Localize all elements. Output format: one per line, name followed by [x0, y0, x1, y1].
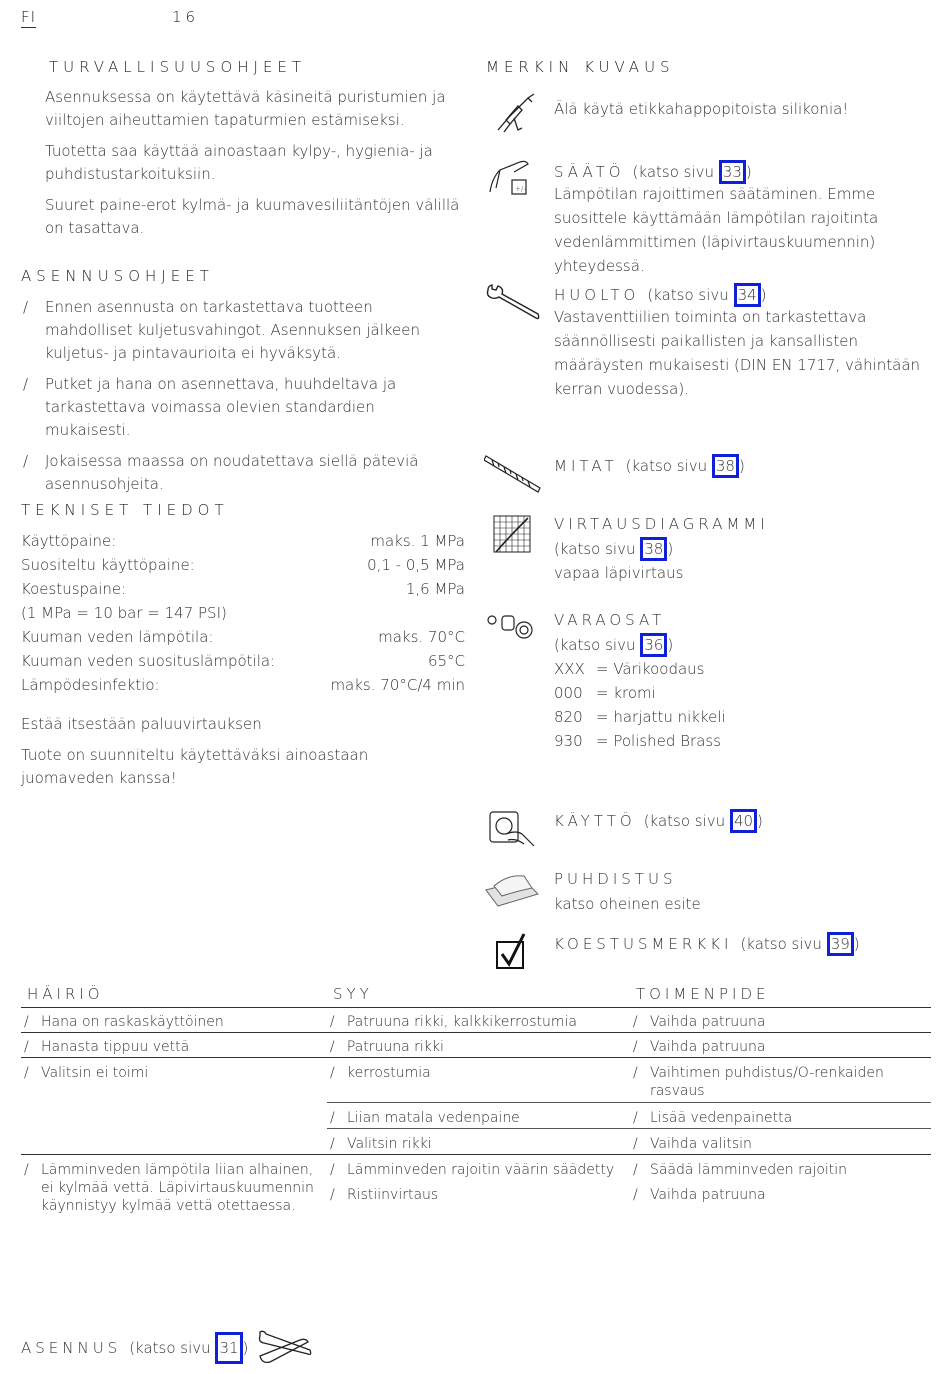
adjustment-title: SÄÄTÖ	[554, 163, 625, 181]
color-code-desc: = kromi	[596, 684, 656, 702]
flow-diagram-icon	[488, 512, 536, 556]
install-bullet: / Putket ja hana on asennettava, huuhdeltava ja tarkastettava voimassa olevien standardien mukaisesti.	[21, 373, 461, 442]
language-code: FI	[21, 8, 37, 26]
safety-section	[45, 86, 460, 240]
tech-value: maks. 70°C/4 min	[330, 676, 465, 694]
fault-cell: / Hana on raskaskäyttöinen	[21, 1013, 327, 1031]
dimensions-ref-text: (katso sivu	[625, 457, 712, 475]
cleaning-text: katso oheinen esite	[554, 895, 701, 913]
header-fault: HÄIRIÖ	[27, 985, 104, 1003]
symbols-title: MERKIN KUVAUS	[486, 58, 675, 76]
ruler-icon	[484, 450, 544, 494]
tech-value: 0,1 - 0,5 MPa	[367, 556, 465, 574]
adjustment-ref-text: (katso sivu	[632, 163, 719, 181]
color-code: 820	[554, 708, 583, 726]
spare-parts-ref-text: (katso sivu	[554, 636, 641, 654]
action-cell: / Vaihtimen puhdistus/O-renkaiden rasvaus	[630, 1064, 931, 1100]
fault-cell: / Valitsin ei toimi	[21, 1064, 327, 1082]
installation-ref	[129, 1339, 248, 1357]
test-mark-block	[554, 932, 934, 954]
table-subrow	[327, 1103, 931, 1129]
dimensions-block	[554, 454, 934, 476]
color-code-desc: = Värikoodaus	[596, 660, 705, 678]
dimensions-title: MITAT	[554, 457, 618, 475]
installation-ref-close: )	[242, 1339, 249, 1357]
tech-value: maks. 1 MPa	[370, 532, 465, 550]
tech-row	[21, 577, 465, 601]
operation-page-link[interactable]: 40	[730, 809, 757, 833]
tech-row	[21, 553, 465, 577]
table-row	[21, 1008, 931, 1033]
svg-text:+/-: +/-	[515, 185, 526, 193]
action-cell: / Säädä lämminveden rajoitin	[630, 1161, 931, 1179]
tech-row	[21, 673, 465, 697]
silicone-gun-icon	[488, 90, 548, 134]
tech-label: Käyttöpaine:	[21, 532, 117, 550]
install-section	[21, 296, 461, 496]
spare-parts-ref-close: )	[667, 636, 674, 654]
cause-cell: / Valitsin rikki	[327, 1135, 630, 1153]
cause-action-column	[327, 1058, 931, 1154]
drinking-water-note: Tuote on suunniteltu käytettäväksi ainoastaan juomaveden kanssa!	[21, 746, 369, 787]
cause-action-column	[327, 1155, 931, 1215]
cause-cell: / Patruuna rikki	[327, 1038, 630, 1056]
table-row-group	[21, 1155, 931, 1215]
flow-block	[554, 515, 934, 585]
action-cell: / Vaihda patruuna	[630, 1013, 931, 1031]
color-code: XXX	[554, 660, 585, 678]
wrench-icon	[484, 282, 544, 326]
action-cell: / Lisää vedenpainetta	[630, 1109, 931, 1127]
installation-footer	[21, 1332, 248, 1356]
tech-label: Kuuman veden suosituslämpötila:	[21, 652, 276, 670]
table-row	[21, 1033, 931, 1058]
cause-cell: / Patruuna rikki, kalkkikerrostumia	[327, 1013, 630, 1031]
adjustment-page-link[interactable]: 33	[719, 160, 746, 184]
install-title: ASENNUSOHJEET	[21, 267, 214, 285]
operation-ref-text: (katso sivu	[643, 812, 730, 830]
page-number: 16	[172, 8, 200, 26]
tech-value: 1,6 MPa	[405, 580, 465, 598]
action-cell: / Vaihda patruuna	[630, 1186, 931, 1204]
tech-table	[21, 529, 465, 697]
flow-text: vapaa läpivirtaus	[554, 564, 684, 582]
spare-parts-block	[554, 611, 934, 753]
install-bullet: / Ennen asennusta on tarkastettava tuotteen mahdolliset kuljetusvahingot. Asennuksen jälkeen kuljetus- ja pintavaurioita ei hyväksytä.	[21, 296, 461, 365]
adjustment-text: Lämpötilan rajoittimen säätäminen. Emme suosittele käyttämään lämpötilan rajoitinta vedenlämmittimen (läpivirtauskuumennin) yhteydessä.	[554, 185, 879, 275]
safety-paragraph: Asennuksessa on käytettävä käsineitä puristumien ja viiltojen aiheuttamien tapaturmien estämiseksi.	[45, 88, 446, 129]
tech-label: Koestuspaine:	[21, 580, 127, 598]
spare-parts-ref	[554, 633, 934, 657]
fault-cell: / Hanasta tippuu vettä	[21, 1038, 327, 1056]
color-code-desc: = harjattu nikkeli	[596, 708, 726, 726]
operation-ref-close: )	[757, 812, 763, 830]
test-mark-ref-close: )	[853, 935, 860, 953]
maintenance-ref	[647, 286, 766, 304]
flow-ref-close: )	[667, 540, 674, 558]
installation-title: ASENNUS	[21, 1339, 122, 1357]
checkbox-checkmark-icon	[490, 930, 530, 974]
silicone-warning: Älä käytä etikkahappopitoista silikonia!	[554, 100, 849, 118]
dimensions-ref-close: )	[738, 457, 745, 475]
adjustment-block	[554, 160, 934, 278]
header-cause: SYY	[332, 985, 373, 1003]
spare-parts-icon	[484, 606, 544, 650]
tech-label: Lämpödesinfektio:	[21, 676, 160, 694]
cleaning-hand-icon	[484, 866, 544, 910]
operation-title: KÄYTTÖ	[554, 812, 636, 830]
cause-cell: / kerrostumia	[327, 1064, 630, 1100]
flow-page-link[interactable]: 38	[640, 537, 667, 561]
tech-row	[21, 601, 465, 625]
tech-row	[21, 649, 465, 673]
tech-title: TEKNISET TIEDOT	[21, 501, 229, 519]
adjustment-hand-icon	[486, 152, 546, 196]
color-code-row	[554, 657, 934, 681]
spare-parts-title: VARAOSAT	[554, 611, 666, 629]
test-mark-title: KOESTUSMERKKI	[554, 935, 733, 953]
color-code: 000	[554, 684, 583, 702]
cause-cell: / Ristiinvirtaus	[327, 1186, 630, 1204]
maintenance-ref-close: )	[760, 286, 767, 304]
operation-hand-icon	[486, 804, 546, 848]
tools-icon	[256, 1326, 314, 1366]
dimensions-ref	[626, 457, 745, 475]
table-row-group	[21, 1058, 931, 1155]
installation-page-link[interactable]: 31	[215, 1332, 242, 1364]
maintenance-block	[554, 283, 934, 401]
operation-block	[554, 809, 934, 831]
color-code-desc: = Polished Brass	[596, 732, 722, 750]
test-mark-page-link[interactable]: 39	[827, 932, 854, 956]
test-mark-ref-text: (katso sivu	[740, 935, 827, 953]
install-bullet: / Jokaisessa maassa on noudatettava siellä päteviä asennusohjeita.	[21, 450, 461, 496]
operation-ref	[644, 812, 763, 830]
backflow-note: Estää itsestään paluuvirtauksen	[21, 715, 262, 733]
color-code-row	[554, 681, 934, 705]
header-action: TOIMENPIDE	[635, 985, 770, 1003]
tech-row	[21, 529, 465, 553]
tech-value: 65°C	[427, 652, 465, 670]
table-subrow	[327, 1180, 931, 1205]
fault-cell: / Lämminveden lämpötila liian alhainen, ei kylmää vettä. Läpivirtauskuumennin käynnistyy kylmää vettä otettaessa.	[21, 1161, 327, 1215]
table-header	[21, 985, 931, 1008]
color-code-row	[554, 705, 934, 729]
safety-paragraph: Tuotetta saa käyttää ainoastaan kylpy-, hygienia- ja puhdistustarkoituksiin.	[45, 142, 433, 183]
color-code-row	[554, 729, 934, 753]
maintenance-page-link[interactable]: 34	[734, 283, 761, 307]
tech-label: Suositeltu käyttöpaine:	[21, 556, 195, 574]
adjustment-ref	[633, 163, 752, 181]
flow-title: VIRTAUSDIAGRAMMI	[554, 515, 769, 533]
flow-ref-text: (katso sivu	[554, 540, 641, 558]
cause-cell: / Liian matala vedenpaine	[327, 1109, 630, 1127]
tech-label: Kuuman veden lämpötila:	[21, 628, 214, 646]
color-code: 930	[554, 732, 583, 750]
tech-row	[21, 625, 465, 649]
fault-column	[21, 1058, 327, 1154]
table-subrow	[327, 1155, 931, 1180]
cleaning-block	[554, 870, 934, 916]
spare-parts-page-link[interactable]: 36	[640, 633, 667, 657]
safety-paragraph: Suuret paine-erot kylmä- ja kuumavesiliitäntöjen välillä on tasattava.	[45, 196, 460, 237]
adjustment-ref-close: )	[745, 163, 752, 181]
tech-value: maks. 70°C	[378, 628, 465, 646]
table-subrow	[327, 1058, 931, 1103]
maintenance-text: Vastaventtiilien toiminta on tarkastettava säännöllisesti paikallisten ja kansallisten määräysten mukaisesti (DIN EN 1717, vähintään kerran vuodessa).	[554, 308, 921, 398]
cleaning-title: PUHDISTUS	[554, 870, 677, 888]
fault-column	[21, 1155, 327, 1215]
safety-title: TURVALLISUUSOHJEET	[49, 58, 307, 76]
flow-ref	[554, 537, 934, 561]
maintenance-title: HUOLTO	[554, 286, 640, 304]
dimensions-page-link[interactable]: 38	[712, 454, 739, 478]
cause-cell: / Lämminveden rajoitin väärin säädetty	[327, 1161, 630, 1179]
tech-label: (1 MPa = 10 bar = 147 PSI)	[21, 604, 227, 622]
maintenance-ref-text: (katso sivu	[647, 286, 734, 304]
troubleshooting-table	[21, 985, 931, 1215]
action-cell: / Vaihda valitsin	[630, 1135, 931, 1153]
table-subrow	[327, 1129, 931, 1154]
installation-ref-text: (katso sivu	[129, 1339, 216, 1357]
test-mark-ref	[740, 935, 859, 953]
action-cell: / Vaihda patruuna	[630, 1038, 931, 1056]
